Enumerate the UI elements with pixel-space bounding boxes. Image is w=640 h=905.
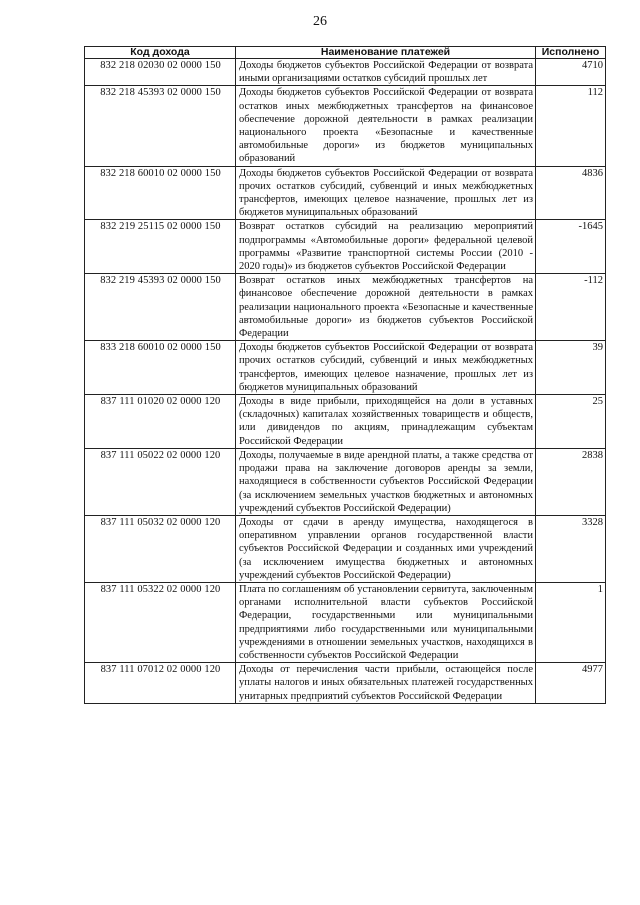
payment-name: Доходы в виде прибыли, приходящейся на доли в уставных (складочных) капиталах хозяйственных товариществ и обществ, или дивидендов по акциям, принадлежащим субъектам Российской Федерации <box>236 395 536 449</box>
income-code: 832 218 60010 02 0000 150 <box>85 166 236 220</box>
table-row <box>85 166 606 220</box>
income-code: 837 111 07012 02 0000 120 <box>85 663 236 704</box>
table-row <box>85 59 606 86</box>
executed-amount: 4977 <box>536 663 606 704</box>
payment-name: Доходы от сдачи в аренду имущества, находящегося в оперативном управлении органов государственной власти субъектов Российской Федерации и созданных ими учреждений (за исключением имущества бюджетных и автономных учреждений субъектов Российской Федерации) <box>236 515 536 582</box>
payment-name: Доходы бюджетов субъектов Российской Федерации от возврата остатков иных межбюджетных трансфертов на финансовое обеспечение дорожной деятельности в рамках реализации национального проекта «Безопасные и качественные автомобильные дороги» из бюджетов муниципальных образований <box>236 86 536 166</box>
payment-name: Плата по соглашениям об установлении сервитута, заключенным органами исполнительной власти субъектов Российской Федерации, государственными или муниципальными предприятиями либо государственными или муниципальными учреждениями в отношении земельных участков, находящихся в собственности субъектов Российской Федерации <box>236 582 536 662</box>
payment-name: Доходы бюджетов субъектов Российской Федерации от возврата прочих остатков субсидий, субвенций и иных межбюджетных трансфертов, имеющих целевое назначение, прошлых лет из бюджетов муниципальных образований <box>236 166 536 220</box>
payment-name: Доходы бюджетов субъектов Российской Федерации от возврата иными организациями остатков субсидий прошлых лет <box>236 59 536 86</box>
income-code: 837 111 05322 02 0000 120 <box>85 582 236 662</box>
income-code: 837 111 05022 02 0000 120 <box>85 448 236 515</box>
payment-name: Доходы от перечисления части прибыли, остающейся после уплаты налогов и иных обязательных платежей государственных унитарных предприятий субъектов Российской Федерации <box>236 663 536 704</box>
payment-name: Возврат остатков субсидий на реализацию мероприятий подпрограммы «Автомобильные дороги» федеральной целевой программы «Развитие транспортной системы России (2010 - 2020 годы)» из бюджетов субъектов Российской Федерации <box>236 220 536 274</box>
payment-name: Доходы, получаемые в виде арендной платы, а также средства от продажи права на заключение договоров аренды за земли, находящиеся в собственности субъектов Российской Федерации (за исключением земельных участков бюджетных и автономных учреждений субъектов Российской Федерации) <box>236 448 536 515</box>
header-income-code: Код дохода <box>85 47 236 59</box>
income-code: 837 111 01020 02 0000 120 <box>85 395 236 449</box>
payment-name: Доходы бюджетов субъектов Российской Федерации от возврата прочих остатков субсидий, субвенций и иных межбюджетных трансфертов, имеющих целевое назначение, прошлых лет из бюджетов муниципальных образований <box>236 341 536 395</box>
header-payment-name: Наименование платежей <box>236 47 536 59</box>
executed-amount: 39 <box>536 341 606 395</box>
income-code: 832 219 45393 02 0000 150 <box>85 274 236 341</box>
income-code: 833 218 60010 02 0000 150 <box>85 341 236 395</box>
executed-amount: 4836 <box>536 166 606 220</box>
page-number: 26 <box>313 14 327 29</box>
table-row <box>85 448 606 515</box>
table-row <box>85 341 606 395</box>
executed-amount: -112 <box>536 274 606 341</box>
table-row <box>85 663 606 704</box>
income-code: 832 218 45393 02 0000 150 <box>85 86 236 166</box>
table-row <box>85 395 606 449</box>
table-row <box>85 515 606 582</box>
table-row <box>85 582 606 662</box>
income-code: 837 111 05032 02 0000 120 <box>85 515 236 582</box>
executed-amount: 2838 <box>536 448 606 515</box>
executed-amount: -1645 <box>536 220 606 274</box>
payment-name: Возврат остатков иных межбюджетных трансфертов на финансовое обеспечение дорожной деятельности в рамках реализации национального проекта «Безопасные и качественные автомобильные дороги» из бюджетов субъектов Российской Федерации <box>236 274 536 341</box>
table-header-row <box>85 47 606 59</box>
executed-amount: 4710 <box>536 59 606 86</box>
executed-amount: 1 <box>536 582 606 662</box>
revenue-table <box>84 46 606 704</box>
income-code: 832 219 25115 02 0000 150 <box>85 220 236 274</box>
executed-amount: 25 <box>536 395 606 449</box>
executed-amount: 3328 <box>536 515 606 582</box>
income-code: 832 218 02030 02 0000 150 <box>85 59 236 86</box>
header-executed: Исполнено <box>536 47 606 59</box>
executed-amount: 112 <box>536 86 606 166</box>
table-row <box>85 86 606 166</box>
table-row <box>85 274 606 341</box>
table-row <box>85 220 606 274</box>
